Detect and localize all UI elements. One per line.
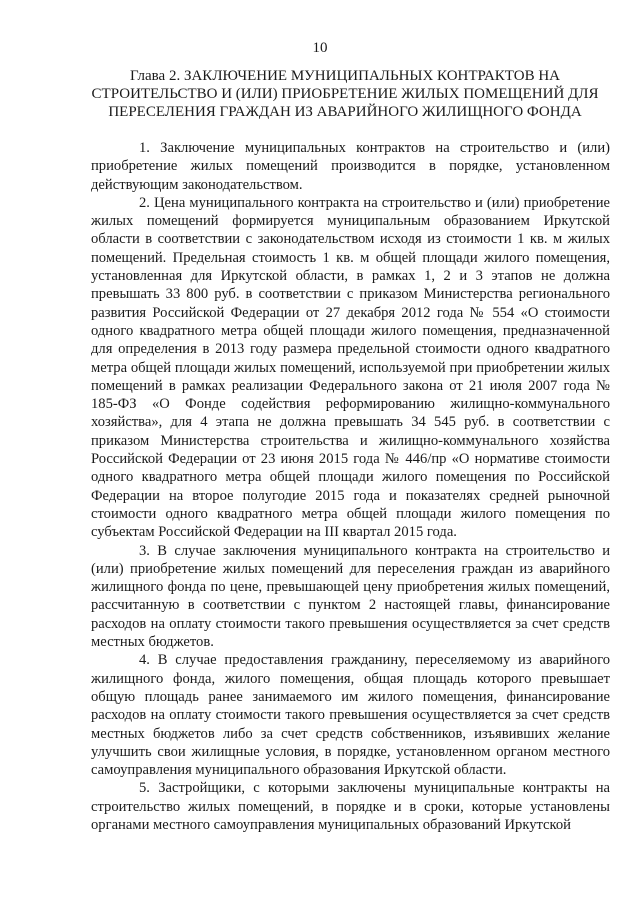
page-number: 10 xyxy=(312,40,328,56)
paragraph-5: 5. Застройщики, с которыми заключены муниципальные контракты на строительство жилых помещений, в порядке и в сроки, которые установлены органами местного самоуправления муниципальных образований Иркутской xyxy=(91,780,610,833)
chapter-body xyxy=(91,139,610,834)
paragraph-4: 4. В случае предоставления гражданину, переселяемому из аварийного жилищного фонда, жилого помещения, общая площадь которого превышает общую площадь ранее занимаемого им жилого помещения, финансирование расходов на оплату стоимости такого превышения осуществляется за счет средств местных бюджетов либо за счет средств собственников, изъявивших желание улучшить свои жилищные условия, в порядке, установленном органом местного самоуправления муниципального образования Иркутской области. xyxy=(91,652,610,779)
chapter-title: Глава 2. ЗАКЛЮЧЕНИЕ МУНИЦИПАЛЬНЫХ КОНТРАКТОВ НА СТРОИТЕЛЬСТВО И (ИЛИ) ПРИОБРЕТЕНИЕ ЖИЛЫХ ПОМЕЩЕНИЙ ДЛЯ ПЕРЕСЕЛЕНИЯ ГРАЖДАН ИЗ АВАРИЙНОГО ЖИЛИЩНОГО ФОНДА xyxy=(91,68,599,120)
paragraph-3: 3. В случае заключения муниципального контракта на строительство и (или) приобретение жилых помещений для переселения граждан из аварийного жилищного фонда по цене, превышающей цену приобретения жилых помещений, рассчитанную в соответствии с пунктом 2 настоящей главы, финансирование расходов на оплату стоимости такого превышения осуществляется за счет средств местных бюджетов. xyxy=(91,542,610,651)
paragraph-2: 2. Цена муниципального контракта на строительство и (или) приобретение жилых помещений формируется муниципальным образованием Иркутской области в соответствии с законодательством исходя из стоимости 1 кв. м жилых помещений. Предельная стоимость 1 кв. м общей площади жилого помещения, установленная для Иркутской области, в рамках 1, 2 и 3 этапов не должна превышать 33 800 руб. в соответствии с приказом Министерства регионального развития Российской Федерации от 27 декабря 2012 года № 554 «О стоимости одного квадратного метра общей площади жилого помещения, предназначенной для определения в 2013 году размера предельной стоимости одного квадратного метра общей площади жилых помещений, используемой при приобретении жилых помещений в рамках реализации Федерального закона от 21 июля 2007 года № 185-ФЗ «О Фонде содействия реформированию жилищно-коммунального хозяйства», для 4 этапа не должна превышать 34 545 руб. в соответствии с приказом Министерства строительства и жилищно-коммунального хозяйства Российской Федерации от 23 июня 2015 года № 446/пр «О нормативе стоимости одного квадратного метра общей площади жилого помещения по Российской Федерации на второе полугодие 2015 года и показателях средней рыночной стоимости одного квадратного метра общей площади жилого помещения по субъектам Российской Федерации на III квартал 2015 года. xyxy=(91,194,610,541)
paragraph-1: 1. Заключение муниципальных контрактов на строительство и (или) приобретение жилых помещений производится в порядке, установленном действующим законодательством. xyxy=(91,140,610,193)
